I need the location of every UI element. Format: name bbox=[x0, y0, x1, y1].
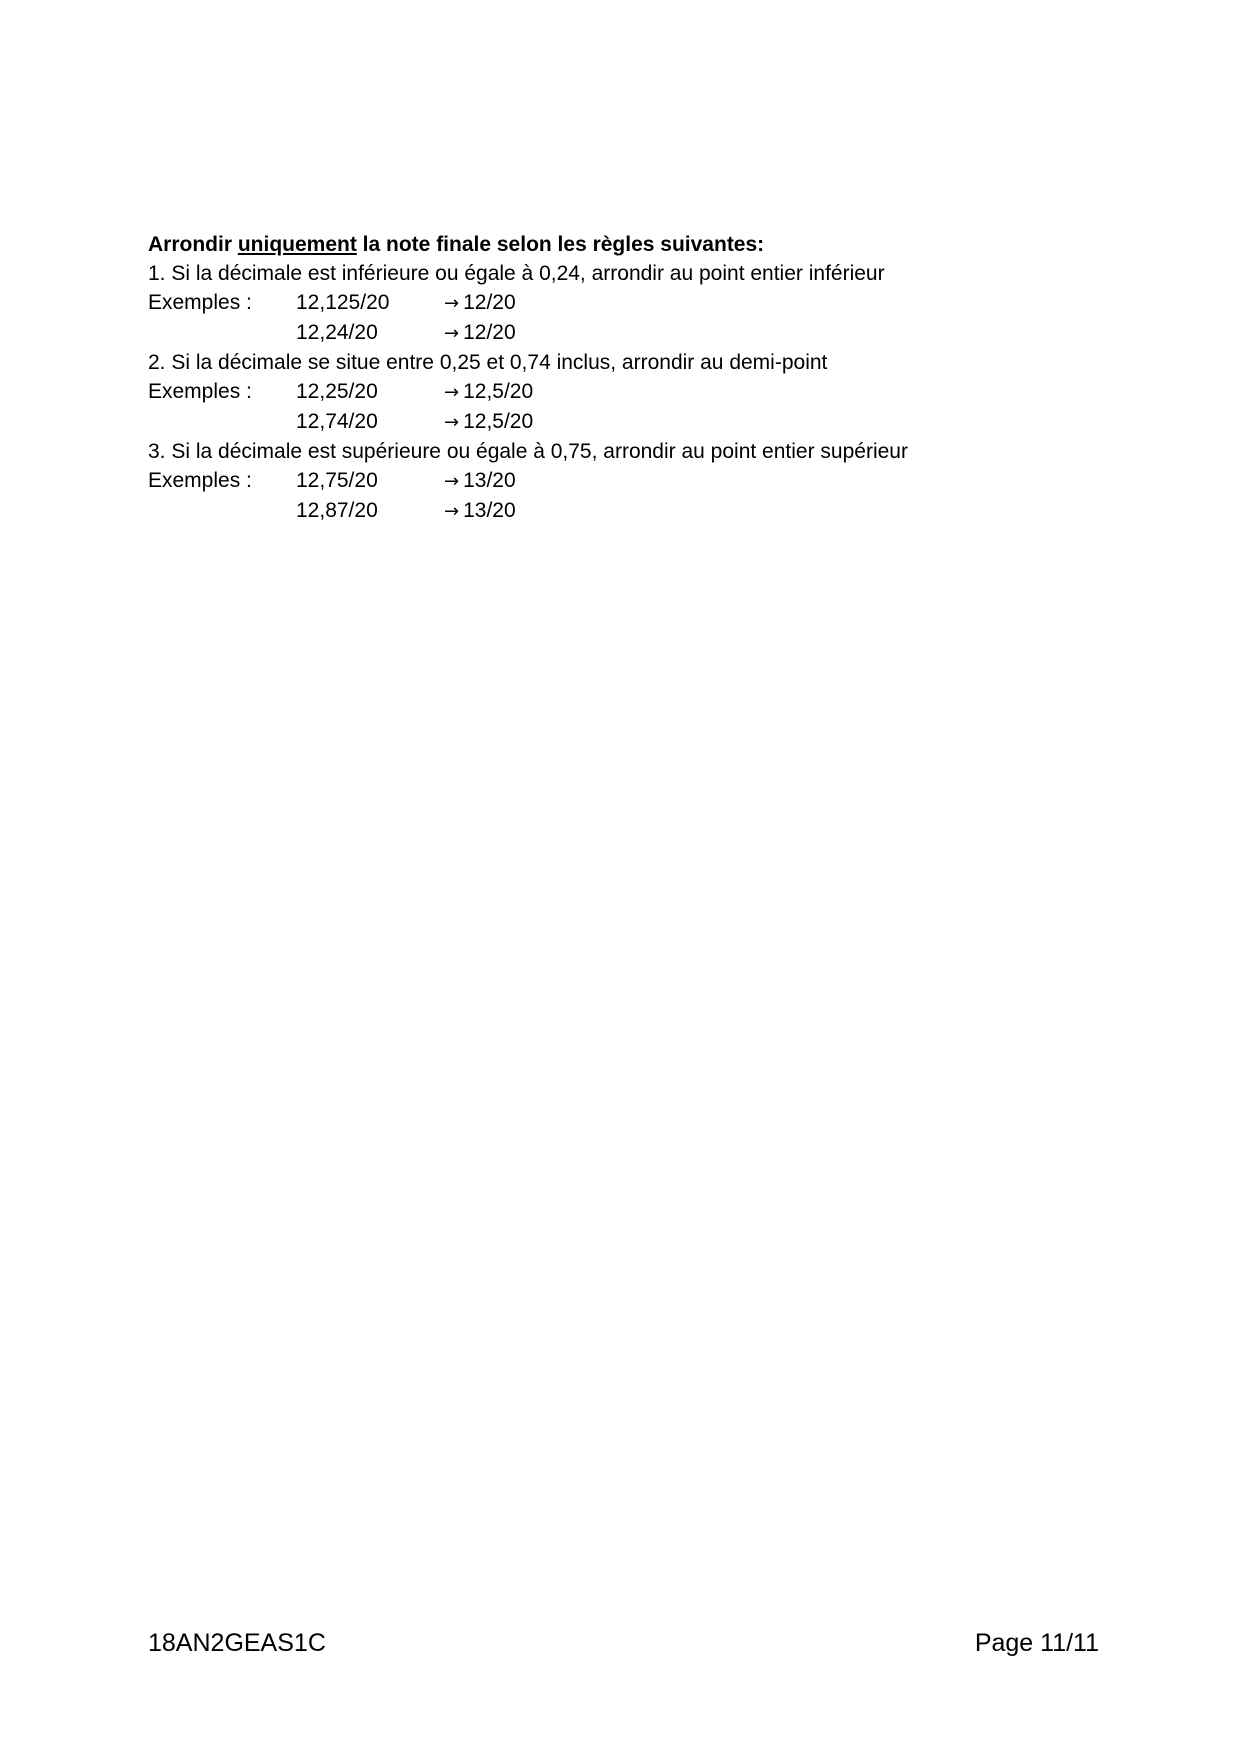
examples-label-spacer bbox=[148, 407, 296, 437]
example-output bbox=[444, 288, 516, 318]
example-input: 12,75/20 bbox=[296, 469, 378, 492]
examples-label: Exemples : bbox=[148, 380, 252, 403]
example-input: 12,24/20 bbox=[296, 321, 378, 344]
arrow-right-icon: → bbox=[444, 293, 460, 314]
examples-label-spacer bbox=[148, 496, 296, 526]
arrow-right-icon: → bbox=[444, 471, 460, 492]
heading-underlined: uniquement bbox=[237, 233, 357, 256]
rule-1-text: 1. Si la décimale est inférieure ou égale à 0,24, arrondir au point entier inférieur bbox=[148, 262, 885, 285]
examples-label-spacer bbox=[148, 318, 296, 348]
rules-heading bbox=[148, 230, 1108, 259]
footer-page-number: Page 11/11 bbox=[974, 1629, 1099, 1657]
example-input: 12,25/20 bbox=[296, 380, 378, 403]
example-output bbox=[444, 496, 516, 526]
rule-2-example-2 bbox=[148, 407, 1108, 437]
rounding-rules-section bbox=[148, 230, 1108, 526]
rule-3-example-1 bbox=[148, 466, 1108, 496]
arrow-right-icon: → bbox=[444, 412, 460, 433]
example-result: 13/20 bbox=[463, 499, 516, 522]
example-input: 12,125/20 bbox=[296, 291, 390, 314]
arrow-right-icon: → bbox=[444, 501, 460, 522]
footer-document-code: 18AN2GEAS1C bbox=[148, 1629, 326, 1657]
example-result: 13/20 bbox=[463, 469, 516, 492]
arrow-right-icon: → bbox=[444, 323, 460, 344]
rule-3-example-2 bbox=[148, 496, 1108, 526]
heading-before: Arrondir bbox=[148, 233, 238, 256]
rule-3-text: 3. Si la décimale est supérieure ou égale à 0,75, arrondir au point entier supérieur bbox=[148, 440, 908, 463]
rule-2-example-1 bbox=[148, 377, 1108, 407]
example-input: 12,87/20 bbox=[296, 499, 378, 522]
example-output bbox=[444, 407, 533, 437]
example-result: 12,5/20 bbox=[463, 380, 534, 403]
example-result: 12/20 bbox=[463, 291, 516, 314]
example-output bbox=[444, 318, 516, 348]
example-result: 12,5/20 bbox=[463, 410, 534, 433]
examples-label: Exemples : bbox=[148, 291, 252, 314]
example-input: 12,74/20 bbox=[296, 410, 378, 433]
rule-1-example-2 bbox=[148, 318, 1108, 348]
example-output bbox=[444, 377, 533, 407]
rule-1-example-1 bbox=[148, 288, 1108, 318]
arrow-right-icon: → bbox=[444, 382, 460, 403]
example-result: 12/20 bbox=[463, 321, 516, 344]
example-output bbox=[444, 466, 516, 496]
examples-label: Exemples : bbox=[148, 469, 252, 492]
rule-2-text: 2. Si la décimale se situe entre 0,25 et 0,74 inclus, arrondir au demi-point bbox=[148, 351, 828, 374]
heading-after: la note finale selon les règles suivantes: bbox=[356, 233, 765, 256]
